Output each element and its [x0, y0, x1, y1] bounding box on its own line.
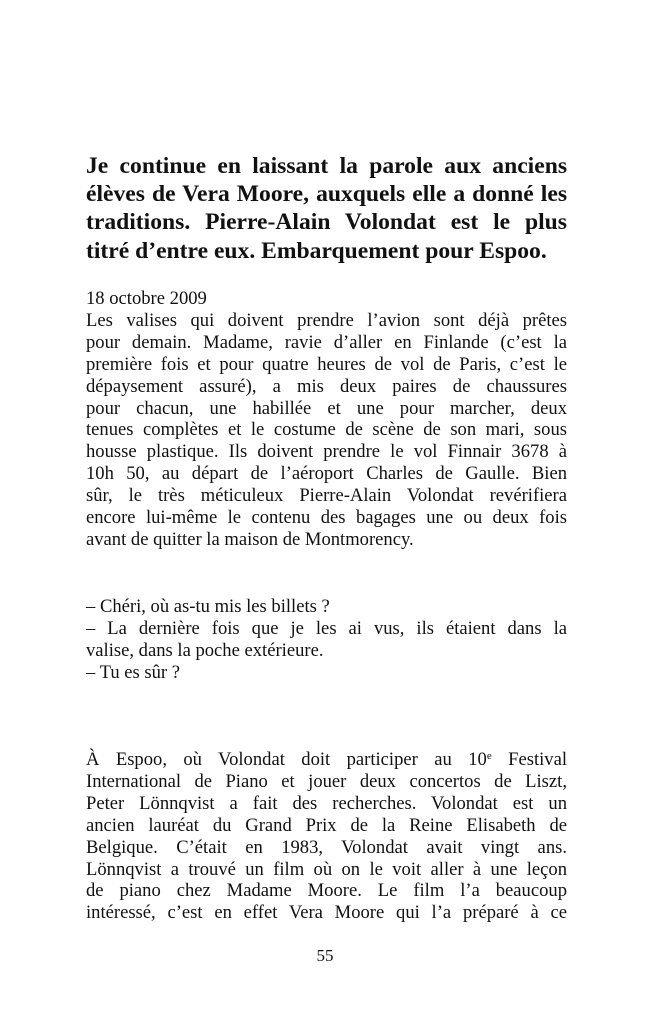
- first-line-end: Festival: [491, 749, 567, 770]
- body-line: 10h 50, au départ de l’aéroport Charles de Gaulle. Bien: [86, 463, 567, 485]
- body-line: International de Piano et jouer deux concertos de Liszt,: [86, 770, 567, 792]
- entry-date: 18 octobre 2009: [86, 288, 207, 309]
- body-line: pour chacun, une habillée et une pour marcher, deux: [86, 397, 567, 419]
- body-line: housse plastique. Ils doivent prendre le vol Finnair 3678 à: [86, 441, 567, 463]
- body-line: pour demain. Madame, ravie d’aller en Finlande (c’est la: [86, 331, 567, 353]
- intro-line: Je continue en laissant la parole aux anciens: [86, 153, 567, 179]
- first-line-start: À Espoo, où Volondat doit participer au 10: [86, 749, 487, 770]
- body-line: avant de quitter la maison de Montmorency.: [86, 528, 414, 550]
- dialogue-line: – La dernière fois que je les ai vus, ils étaient dans la: [86, 617, 567, 639]
- body-line: tenues complètes et le costume de scène de son mari, sous: [86, 419, 567, 441]
- body-line: première fois et pour quatre heures de vol de Paris, c’est le: [86, 353, 567, 375]
- body-line: dépaysement assuré), a mis deux paires de chaussures: [86, 375, 567, 397]
- body-line: Les valises qui doivent prendre l’avion sont déjà prêtes: [86, 309, 567, 331]
- dialogue-section: [86, 596, 567, 684]
- dialogue-line: valise, dans la poche extérieure.: [86, 639, 324, 661]
- espoo-paragraph: [86, 749, 567, 924]
- body-line: Belgique. C’était en 1983, Volondat avait vingt ans.: [86, 836, 567, 858]
- dialogue-line: – Chéri, où as-tu mis les billets ?: [86, 596, 330, 617]
- body-line: [86, 749, 567, 771]
- intro-line: titré d’entre eux. Embarquement pour Espoo.: [86, 237, 547, 264]
- body-line: intéressé, c’est en effet Vera Moore qui l’a préparé à ce: [86, 902, 567, 924]
- intro-line: élèves de Vera Moore, auxquels elle a donné les: [86, 181, 567, 208]
- body-line: sûr, le très méticuleux Pierre-Alain Volondat revérifiera: [86, 485, 567, 507]
- ordinal-superscript: e: [486, 750, 492, 762]
- body-line: de piano chez Madame Moore. Le film l’a beaucoup: [86, 880, 567, 902]
- body-line: Peter Lönnqvist a fait des recherches. Volondat est un: [86, 792, 567, 814]
- intro-paragraph: [86, 152, 567, 265]
- body-line: encore lui-même le contenu des bagages une ou deux fois: [86, 507, 567, 529]
- dialogue-line: – Tu es sûr ?: [86, 661, 181, 683]
- body-line: Lönnqvist a trouvé un film où on le voit aller à une leçon: [86, 858, 567, 880]
- diary-entry-section: [86, 288, 567, 551]
- intro-line: traditions. Pierre-Alain Volondat est le plus: [86, 209, 567, 236]
- body-line: ancien lauréat du Grand Prix de la Reine Elisabeth de: [86, 814, 567, 836]
- page-number: 55: [316, 946, 334, 965]
